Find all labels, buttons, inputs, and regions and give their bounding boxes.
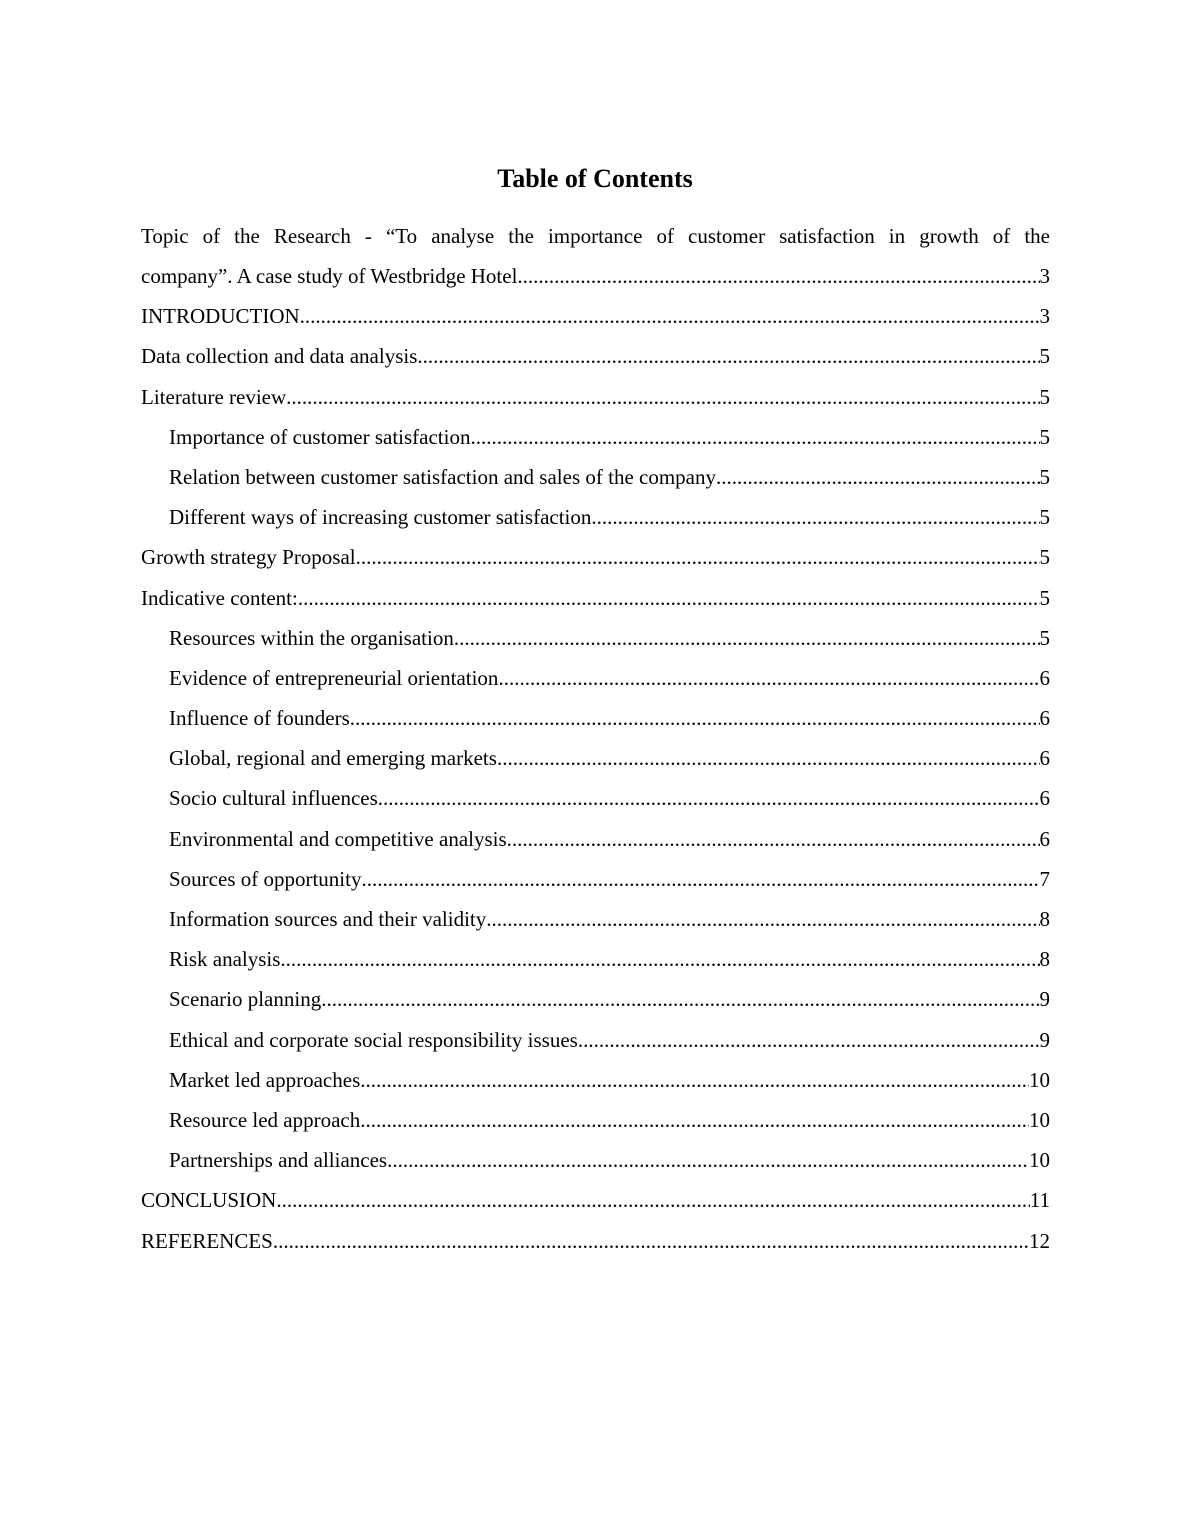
toc-dot-leader [417, 336, 1039, 376]
toc-entries [141, 296, 1050, 1261]
toc-entry[interactable] [141, 336, 1050, 376]
toc-entry[interactable] [141, 738, 1050, 778]
toc-dot-leader [321, 979, 1039, 1019]
toc-entry-text-line1: Topic of the Research - “To analyse the importance of customer satisfaction in growth of the [141, 224, 1050, 248]
toc-page-number: 12 [1029, 1228, 1050, 1253]
toc-dot-leader [273, 1221, 1029, 1261]
toc-entry-text: Market led approaches [169, 1067, 361, 1092]
toc-entry-text: Socio cultural influences [169, 786, 378, 811]
toc-page-number: 10 [1029, 1148, 1050, 1173]
toc-entry-text: Resource led approach [169, 1107, 361, 1132]
toc-dot-leader [356, 537, 1040, 577]
toc-page-number: 5 [1039, 464, 1050, 489]
toc-dot-leader [276, 1180, 1029, 1220]
toc-entry-text: Global, regional and emerging markets [169, 746, 497, 771]
toc-entry-text: Data collection and data analysis [141, 344, 418, 369]
toc-entry[interactable] [141, 417, 1050, 457]
toc-page-number: 10 [1029, 1067, 1050, 1092]
toc-entry-text: Influence of founders [169, 706, 350, 731]
toc-entry[interactable] [141, 658, 1050, 698]
toc-dot-leader [298, 578, 1040, 618]
toc-entry-text: Sources of opportunity [169, 866, 362, 891]
toc-entry[interactable] [141, 1140, 1050, 1180]
toc-entry[interactable] [141, 377, 1050, 417]
toc-entry[interactable] [141, 939, 1050, 979]
toc-dot-leader [578, 1020, 1040, 1060]
toc-entry-text: Different ways of increasing customer satisfaction [169, 505, 592, 530]
toc-entry-text: Evidence of entrepreneurial orientation [169, 665, 499, 690]
toc-dot-leader [454, 618, 1040, 658]
toc-entry[interactable] [141, 979, 1050, 1019]
toc-entry[interactable] [141, 859, 1050, 899]
toc-dot-leader [360, 1060, 1029, 1100]
toc-page-number: 9 [1039, 987, 1050, 1012]
toc-entry-text: Ethical and corporate social responsibility issues [169, 1027, 578, 1052]
toc-page-number: 3 [1039, 304, 1050, 329]
toc-entry-text: CONCLUSION [141, 1188, 277, 1213]
toc-page-number: 3 [1039, 264, 1050, 288]
toc-entry[interactable] [141, 1180, 1050, 1220]
toc-dot-leader [507, 819, 1040, 859]
toc-entry-topic[interactable] [141, 216, 1050, 296]
toc-page-number: 5 [1039, 505, 1050, 530]
toc-page-number: 8 [1039, 947, 1050, 972]
toc-dot-leader [716, 457, 1040, 497]
toc-dot-leader [300, 296, 1040, 336]
toc-entry[interactable] [141, 578, 1050, 618]
toc-page-number: 10 [1029, 1107, 1050, 1132]
toc-page-number: 5 [1039, 424, 1050, 449]
toc-entry-text: Environmental and competitive analysis [169, 826, 507, 851]
toc-entry[interactable] [141, 698, 1050, 738]
toc-page-number: 6 [1039, 826, 1050, 851]
toc-entry-text: Scenario planning [169, 987, 322, 1012]
toc-entry-text: Literature review [141, 384, 287, 409]
toc-dot-leader [591, 497, 1039, 537]
toc-entry[interactable] [141, 537, 1050, 577]
page-title: Table of Contents [497, 164, 693, 193]
toc-list [141, 216, 1050, 1261]
toc-entry[interactable] [141, 1221, 1050, 1261]
toc-entry[interactable] [141, 296, 1050, 336]
toc-entry[interactable] [141, 1020, 1050, 1060]
toc-page-number: 5 [1039, 585, 1050, 610]
toc-entry-text: Indicative content: [141, 585, 298, 610]
toc-entry-text: Resources within the organisation [169, 625, 454, 650]
toc-entry[interactable] [141, 497, 1050, 537]
toc-entry[interactable] [141, 1100, 1050, 1140]
toc-dot-leader [360, 1100, 1029, 1140]
toc-page-number: 7 [1039, 866, 1050, 891]
toc-dot-leader [378, 778, 1040, 818]
toc-dot-leader [350, 698, 1040, 738]
toc-page-number: 5 [1039, 384, 1050, 409]
toc-dot-leader [486, 899, 1039, 939]
toc-dot-leader [387, 1140, 1029, 1180]
toc-entry-line2 [141, 256, 1050, 296]
toc-dot-leader [470, 417, 1039, 457]
toc-page-number: 8 [1039, 907, 1050, 931]
toc-page-number: 6 [1039, 706, 1050, 731]
toc-entry[interactable] [141, 1060, 1050, 1100]
toc-entry-text: Information sources and their validity [169, 907, 487, 931]
toc-page-number: 9 [1039, 1027, 1050, 1052]
toc-page-number: 5 [1039, 625, 1050, 650]
toc-dot-leader [280, 939, 1039, 979]
toc-entry-text: INTRODUCTION [141, 304, 300, 329]
toc-entry[interactable] [141, 457, 1050, 497]
toc-entry[interactable] [141, 819, 1050, 859]
toc-page-number: 6 [1039, 665, 1050, 690]
toc-entry-text: REFERENCES [141, 1228, 273, 1253]
toc-entry[interactable] [141, 899, 1050, 939]
toc-entry-text: Risk analysis [169, 947, 281, 972]
toc-page-number: 11 [1029, 1188, 1050, 1213]
toc-dot-leader [497, 738, 1040, 778]
toc-page-number: 6 [1039, 746, 1050, 771]
toc-entry[interactable] [141, 778, 1050, 818]
toc-dot-leader [523, 256, 1040, 296]
toc-entry-text: Relation between customer satisfaction and sales of the company [169, 464, 716, 489]
toc-entry[interactable] [141, 618, 1050, 658]
toc-dot-leader [498, 658, 1039, 698]
toc-entry-text: Growth strategy Proposal [141, 545, 356, 570]
toc-dot-leader [361, 859, 1039, 899]
toc-page-number: 6 [1039, 786, 1050, 811]
toc-entry-text: Importance of customer satisfaction [169, 424, 471, 449]
toc-dot-leader [286, 377, 1039, 417]
toc-page-number: 5 [1039, 344, 1050, 369]
toc-entry-text: Partnerships and alliances [169, 1148, 388, 1173]
toc-page-number: 5 [1039, 545, 1050, 570]
toc-entry-text-line2: company”. A case study of Westbridge Hotel. [141, 264, 523, 288]
